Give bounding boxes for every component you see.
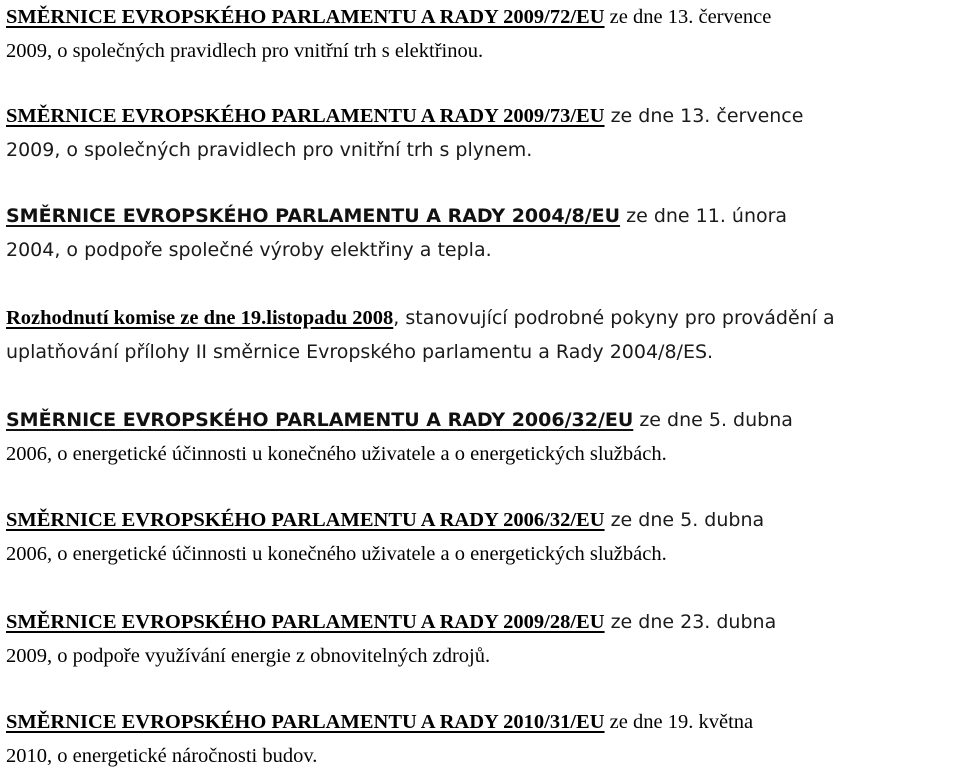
entry-date-text: ze dne 11. února [620, 205, 788, 227]
entry-line-1 [6, 605, 958, 639]
directive-title-link[interactable]: SMĚRNICE EVROPSKÉHO PARLAMENTU A RADY 2009/72/EU [6, 6, 605, 28]
directive-title-link[interactable]: SMĚRNICE EVROPSKÉHO PARLAMENTU A RADY 2009/28/EU [6, 611, 605, 633]
entry-line-1 [6, 301, 958, 335]
entry-date-text: ze dne 19. května [604, 711, 754, 733]
entry-line-1 [6, 199, 958, 233]
directive-entry-2009-28 [6, 605, 958, 673]
directive-title-link[interactable]: SMĚRNICE EVROPSKÉHO PARLAMENTU A RADY 2010/31/EU [6, 711, 605, 733]
entry-date-text: , stanovující podrobné pokyny pro provádění a [393, 307, 835, 329]
directive-title-link[interactable]: SMĚRNICE EVROPSKÉHO PARLAMENTU A RADY 2006/32/EU [6, 509, 605, 531]
directive-entry-2009-73 [6, 99, 958, 167]
directive-entry-2006-32 [6, 403, 958, 471]
directive-entry-2009-72 [6, 0, 958, 68]
entry-date-text: ze dne 5. dubna [633, 409, 793, 431]
entry-date-text: ze dne 23. dubna [604, 611, 777, 633]
entry-date-text: ze dne 13. července [604, 6, 772, 28]
entry-line-1 [6, 503, 958, 537]
directive-title-link[interactable]: SMĚRNICE EVROPSKÉHO PARLAMENTU A RADY 2004/8/EU [6, 205, 621, 227]
directive-title-link[interactable]: SMĚRNICE EVROPSKÉHO PARLAMENTU A RADY 2009/73/EU [6, 105, 605, 127]
decision-title-link[interactable]: Rozhodnutí komise ze dne 19.listopadu 2008 [6, 307, 394, 329]
entry-description: 2006, o energetické účinnosti u konečného uživatele a o energetických službách. [6, 543, 667, 565]
entry-description: 2009, o společných pravidlech pro vnitřní trh s elektřinou. [6, 40, 484, 62]
entry-description: 2006, o energetické účinnosti u konečného uživatele a o energetických službách. [6, 443, 667, 465]
entry-description: 2010, o energetické náročnosti budov. [6, 745, 318, 767]
directive-entry-2006-32-repeat [6, 503, 958, 571]
directive-entry-2004-8 [6, 199, 958, 267]
entry-description: 2009, o podpoře využívání energie z obnovitelných zdrojů. [6, 645, 491, 667]
directive-title-link[interactable]: SMĚRNICE EVROPSKÉHO PARLAMENTU A RADY 2006/32/EU [6, 409, 634, 431]
entry-line-1 [6, 705, 958, 739]
decision-entry-2008 [6, 301, 958, 369]
entry-line-1 [6, 99, 958, 133]
entry-description: 2009, o společných pravidlech pro vnitřní trh s plynem. [6, 139, 533, 161]
directive-entry-2010-31 [6, 705, 958, 773]
entry-line-1 [6, 0, 958, 34]
entry-description: 2004, o podpoře společné výroby elektřiny a tepla. [6, 239, 492, 261]
entry-line-1 [6, 403, 958, 437]
entry-date-text: ze dne 5. dubna [604, 509, 765, 531]
entry-date-text: ze dne 13. července [604, 105, 804, 127]
entry-description: uplatňování přílohy II směrnice Evropského parlamentu a Rady 2004/8/ES. [6, 341, 714, 363]
